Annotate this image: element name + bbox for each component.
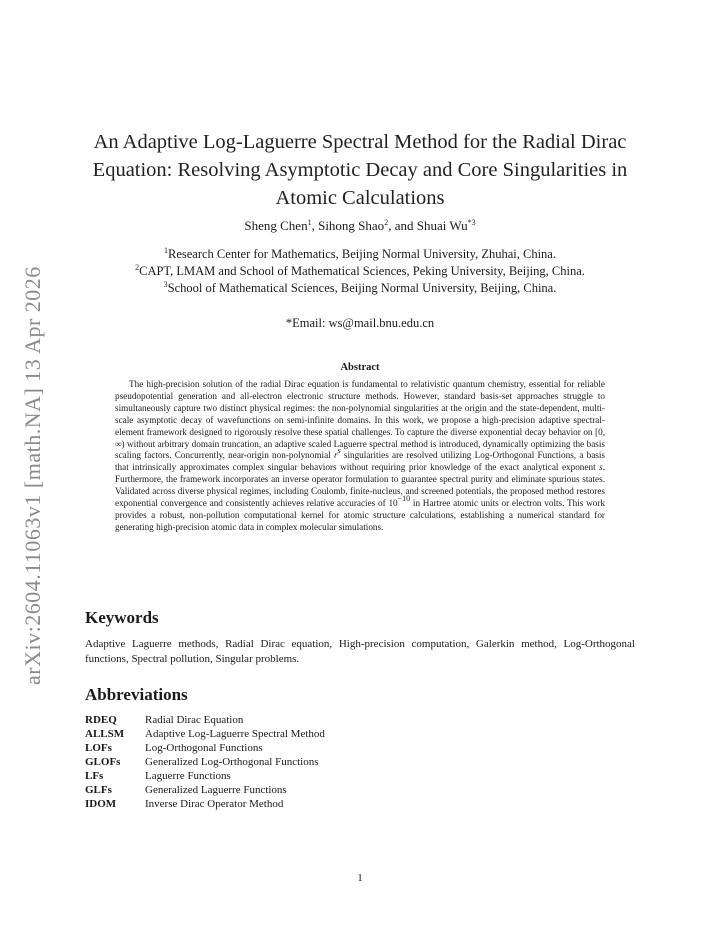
abbreviation-full: Log-Orthogonal Functions xyxy=(145,742,263,754)
author-separator: , xyxy=(311,218,319,233)
paper-title: An Adaptive Log-Laguerre Spectral Method for the Radial Dirac Equation: Resolving Asymptotic Decay and Core Singularities in Atomic Calculations xyxy=(92,131,628,209)
abbreviation-full: Adaptive Log-Laguerre Spectral Method xyxy=(145,728,325,740)
affiliation-mark: 1 xyxy=(164,246,168,255)
abbreviation-row xyxy=(85,713,325,727)
author-list xyxy=(70,218,650,234)
affiliations xyxy=(70,246,650,297)
abbreviation-row xyxy=(85,797,325,811)
abbreviation-key: GLOFs xyxy=(85,756,121,768)
keywords-text: Adaptive Laguerre methods, Radial Dirac equation, High-precision computation, Galerkin method, Log-Orthogonal functions, Spectral pollution, Singular problems. xyxy=(85,638,635,665)
abbreviation-full: Radial Dirac Equation xyxy=(145,714,244,726)
abstract-heading: Abstract xyxy=(340,362,380,373)
math-s: s xyxy=(337,446,341,456)
abstract-text: . Furthermore, the framework incorporates an inverse operator formulation to guarantee spectral purity and eliminate spurious states. Validated across diverse physical regimes, including Coulomb, finite-nucleus, and screened potentials, the proposed method restores exponential convergence and consistently achieves relative accuracies of xyxy=(115,462,605,509)
abbreviation-row xyxy=(85,741,325,755)
abbreviation-key: IDOM xyxy=(85,798,117,810)
abbreviation-row xyxy=(85,755,325,769)
affiliation-mark: 3 xyxy=(163,280,168,289)
page-number: 1 xyxy=(357,872,363,884)
abbreviations-table xyxy=(85,713,325,811)
affiliation xyxy=(70,246,650,263)
affiliation xyxy=(70,280,650,297)
author-name: Shuai Wu xyxy=(416,218,468,233)
abstract-text: in Hartree atomic units or electron volts. This work provides a robust, non-pollution computational kernel for atomic structure calculations, establishing a numerical standard for generating high-precision atomic data in complex molecular simulations. xyxy=(115,498,605,532)
math-interval: [0, ∞) xyxy=(115,426,605,449)
abstract-text: singularities are resolved utilizing Log-Orthogonal Functions, a basis that intrinsically approximates complex singular behaviors without requiring prior knowledge of the exact analytical exponent xyxy=(115,450,605,473)
keywords-heading: Keywords xyxy=(85,608,159,627)
abbreviation-full: Laguerre Functions xyxy=(145,770,231,782)
abbreviation-full: Generalized Log-Orthogonal Functions xyxy=(145,756,319,768)
author-separator: , and xyxy=(388,218,417,233)
author-mark: *3 xyxy=(467,218,476,227)
abbreviation-key: ALLSM xyxy=(85,728,125,740)
abbreviation-key: GLFs xyxy=(85,784,112,796)
affiliation-text: Research Center for Mathematics, Beijing Normal University, Zhuhai, China. xyxy=(168,247,556,261)
affiliation xyxy=(70,263,650,280)
abbreviation-row xyxy=(85,727,325,741)
math-s: s xyxy=(599,462,603,473)
math-exponent: −10 xyxy=(397,494,411,504)
affiliation-text: School of Mathematical Sciences, Beijing Normal University, Beijing, China. xyxy=(167,281,557,295)
contact-email: *Email: ws@mail.bnu.edu.cn xyxy=(285,316,435,330)
math-base: 10 xyxy=(388,498,398,509)
abbreviation-row xyxy=(85,783,325,797)
author-mark: 2 xyxy=(384,218,389,227)
author-name: Sheng Chen xyxy=(244,218,308,233)
abbreviation-key: LFs xyxy=(85,770,104,782)
abbreviation-row xyxy=(85,769,325,783)
abstract-body xyxy=(115,379,605,534)
author-name: Sihong Shao xyxy=(318,218,385,233)
abbreviation-full: Inverse Dirac Operator Method xyxy=(145,798,284,810)
author-mark: 1 xyxy=(307,218,312,227)
abstract-text: without arbitrary domain truncation, an adaptive scaled Laguerre spectral method is introduced, dynamically optimizing the basis scaling factors. Concurrently, near-origin non-polynomial xyxy=(115,438,605,461)
abbreviation-key: RDEQ xyxy=(85,714,117,726)
affiliation-text: CAPT, LMAM and School of Mathematical Sciences, Peking University, Beijing, China. xyxy=(139,264,585,278)
abstract-text: The high-precision solution of the radial Dirac equation is fundamental to relativistic quantum chemistry, essential for reliable pseudopotential generation and all-electron electronic structure methods. However, standard basis-set approaches struggle to simultaneously capture two distinct physical regimes: the non-polynomial singularities at the origin and the state-dependent, multi-scale asymptotic decay of wavefunctions on semi-infinite domains. In this work, we propose a high-precision adaptive spectral-element framework designed to rigorously resolve these spatial challenges. To capture the diverse exponential decay behavior on xyxy=(115,379,605,437)
abbreviation-key: LOFs xyxy=(85,742,112,754)
abbreviations-heading: Abbreviations xyxy=(85,685,188,704)
abbreviation-full: Generalized Laguerre Functions xyxy=(145,784,287,796)
arxiv-identifier: arXiv:2604.11063v1 [math.NA] 13 Apr 2026 xyxy=(20,266,45,685)
math-r: r xyxy=(333,450,338,461)
affiliation-mark: 2 xyxy=(135,263,140,272)
